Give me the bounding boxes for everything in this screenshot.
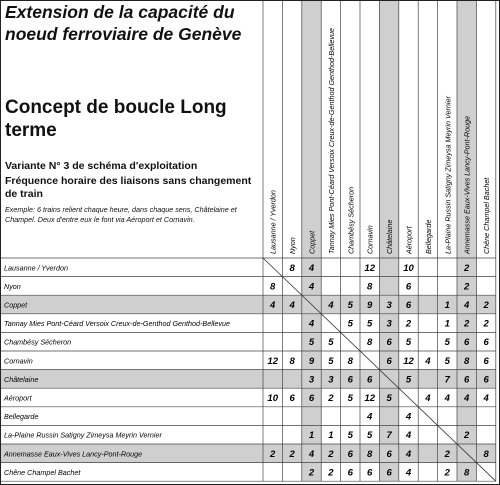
matrix-cell: 6 xyxy=(289,393,295,404)
matrix-cell: 4 xyxy=(308,448,315,460)
matrix-cell: 4 xyxy=(405,411,412,423)
column-header: Chêne Champel Bachet xyxy=(482,177,492,254)
concept-title: Concept de boucle Long terme xyxy=(5,97,227,141)
matrix-cell: 8 xyxy=(464,467,470,479)
matrix-cell: 2 xyxy=(444,467,450,479)
matrix-cell: 4 xyxy=(464,300,470,311)
matrix-cell: 6 xyxy=(483,337,489,349)
matrix-cell: 8 xyxy=(289,355,295,367)
matrix-cell: 3 xyxy=(328,374,334,386)
matrix-cell: 12 xyxy=(267,355,278,367)
shaded-row xyxy=(0,295,496,314)
column-header: La-Plaine Russin Satigny Zimeysa Meyrin Vernier xyxy=(443,96,453,254)
matrix-cell: 2 xyxy=(464,281,470,293)
matrix-cell: 5 xyxy=(367,430,373,442)
matrix-cell: 6 xyxy=(483,374,489,386)
matrix-cell: 12 xyxy=(364,262,375,274)
column-header: Coppet xyxy=(307,230,317,254)
row-label: Nyon xyxy=(4,281,21,291)
matrix-cell: 9 xyxy=(367,300,373,311)
matrix-cell: 4 xyxy=(405,448,412,460)
row-label: Bellegarde xyxy=(4,412,39,422)
matrix-cell: 6 xyxy=(483,355,489,367)
matrix-cell: 4 xyxy=(483,393,489,404)
matrix-cell: 5 xyxy=(328,355,334,367)
matrix-cell: 2 xyxy=(483,300,489,311)
matrix-cell: 4 xyxy=(270,300,276,311)
matrix-cell: 8 xyxy=(367,281,373,293)
row-label: Tannay Mies Pont-Céard Versoix Creux-de-Genthod Genthod-Bellevue xyxy=(4,319,230,329)
matrix-cell: 6 xyxy=(386,467,392,479)
matrix-cell: 4 xyxy=(405,467,412,479)
column-header: Châtelaine xyxy=(385,219,395,254)
matrix-cell: 1 xyxy=(308,430,315,442)
row-label: Coppet xyxy=(4,300,28,310)
matrix-cell: 6 xyxy=(347,467,353,479)
matrix-cell: 8 xyxy=(367,448,373,460)
row-label: Chambésy Sécheron xyxy=(4,337,72,347)
row-label: Châtelaine xyxy=(4,374,39,384)
matrix-cell: 2 xyxy=(328,467,334,479)
matrix-cell: 6 xyxy=(308,393,315,404)
document-title: Extension de la capacité du noeud ferroviaire de Genève xyxy=(5,2,242,44)
matrix-cell: 4 xyxy=(328,300,334,311)
variant-heading: Variante N° 3 de schéma d'exploitation xyxy=(5,160,198,172)
matrix-cell: 10 xyxy=(267,393,278,404)
matrix-cell: 4 xyxy=(367,411,373,423)
matrix-cell: 4 xyxy=(308,318,315,330)
matrix-cell: 6 xyxy=(367,467,373,479)
matrix-cell: 4 xyxy=(425,393,431,404)
row-label: Annemasse Eaux-Vives Lancy-Pont-Rouge xyxy=(4,449,143,459)
matrix-cell: 5 xyxy=(347,300,353,311)
matrix-cell: 10 xyxy=(403,262,414,274)
matrix-cell: 2 xyxy=(328,448,334,460)
matrix-cell: 8 xyxy=(347,355,353,367)
column-header: Annemasse Eaux-Vives Lancy-Pont-Rouge xyxy=(462,115,472,254)
matrix-cell: 5 xyxy=(386,393,392,404)
column-header: Bellegarde xyxy=(423,219,433,254)
column-header: Tannay Mies Pont-Céard Versoix Creux-de-Genthod Genthod-Bellevue xyxy=(326,27,336,254)
matrix-cell: 1 xyxy=(444,300,450,311)
matrix-cell: 4 xyxy=(308,262,315,274)
matrix-cell: 5 xyxy=(328,337,334,349)
matrix-cell: 5 xyxy=(405,374,412,386)
matrix-cell: 3 xyxy=(386,318,392,330)
matrix-cell: 6 xyxy=(464,374,470,386)
matrix-cell: 7 xyxy=(444,374,450,386)
matrix-cell: 4 xyxy=(289,300,295,311)
matrix-cell: 4 xyxy=(405,430,412,442)
row-label: Cornavin xyxy=(4,356,33,366)
matrix-cell: 4 xyxy=(464,393,470,404)
matrix-cell: 8 xyxy=(270,281,276,293)
matrix-cell: 2 xyxy=(464,318,470,330)
matrix-cell: 6 xyxy=(464,337,470,349)
matrix-cell: 6 xyxy=(386,448,392,460)
column-header: Chambésy Sécheron xyxy=(346,186,356,254)
matrix-cell: 2 xyxy=(464,262,470,274)
column-header: Lausanne / Yverdon xyxy=(268,190,278,254)
matrix-cell: 5 xyxy=(308,337,315,349)
matrix-cell: 2 xyxy=(444,448,450,460)
matrix-cell: 3 xyxy=(308,374,315,386)
matrix-cell: 2 xyxy=(270,448,276,460)
matrix-cell: 4 xyxy=(444,393,450,404)
matrix-cell: 5 xyxy=(347,393,353,404)
matrix-cell: 2 xyxy=(464,430,470,442)
column-header: Cornavin xyxy=(365,225,375,254)
matrix-cell: 8 xyxy=(289,262,295,274)
matrix-cell: 8 xyxy=(367,337,373,349)
example-note: Exemple: 6 trains relient chaque heure, dans chaque sens, Châtelaine et Champel. Deux d'entre eux le font via Aéroport et Cornavin. xyxy=(5,205,237,224)
matrix-cell: 5 xyxy=(367,318,373,330)
matrix-cell: 6 xyxy=(386,337,392,349)
matrix-cell: 7 xyxy=(386,430,392,442)
matrix-cell: 2 xyxy=(308,467,315,479)
matrix-cell: 6 xyxy=(405,300,412,311)
matrix-cell: 4 xyxy=(425,355,431,367)
matrix-cell: 1 xyxy=(444,318,450,330)
matrix-cell: 6 xyxy=(347,448,353,460)
matrix-cell: 5 xyxy=(347,430,353,442)
matrix-cell: 2 xyxy=(328,393,334,404)
frequency-heading: Fréquence horaire des liaisons sans changement de train xyxy=(5,175,252,200)
matrix-cell: 6 xyxy=(386,355,392,367)
matrix-cell: 12 xyxy=(403,355,414,367)
shaded-row xyxy=(0,370,496,389)
matrix-cell: 5 xyxy=(405,337,412,349)
matrix-cell: 5 xyxy=(444,355,450,367)
column-header: Nyon xyxy=(288,237,298,254)
matrix-cell: 9 xyxy=(308,355,315,367)
matrix-cell: 2 xyxy=(405,318,412,330)
matrix-cell: 12 xyxy=(364,393,375,404)
matrix-cell: 5 xyxy=(347,318,353,330)
matrix-cell: 8 xyxy=(483,448,489,460)
row-label: Aéroport xyxy=(4,393,32,403)
matrix-cell: 3 xyxy=(386,300,392,311)
matrix-cell: 6 xyxy=(347,374,353,386)
row-label: Lausanne / Yverdon xyxy=(4,263,68,273)
matrix-cell: 6 xyxy=(405,281,412,293)
matrix-cell: 5 xyxy=(444,337,450,349)
matrix-cell: 6 xyxy=(367,374,373,386)
matrix-cell: 8 xyxy=(464,355,470,367)
matrix-cell: 1 xyxy=(328,430,334,442)
matrix-cell: 2 xyxy=(483,318,489,330)
matrix-cell: 2 xyxy=(289,448,295,460)
row-label: Chêne Champel Bachet xyxy=(4,467,81,477)
row-label: La-Plaine Russin Satigny Zimeysa Meyrin Vernier xyxy=(4,430,162,440)
matrix-cell: 4 xyxy=(308,281,315,293)
column-header: Aéroport xyxy=(404,226,414,254)
